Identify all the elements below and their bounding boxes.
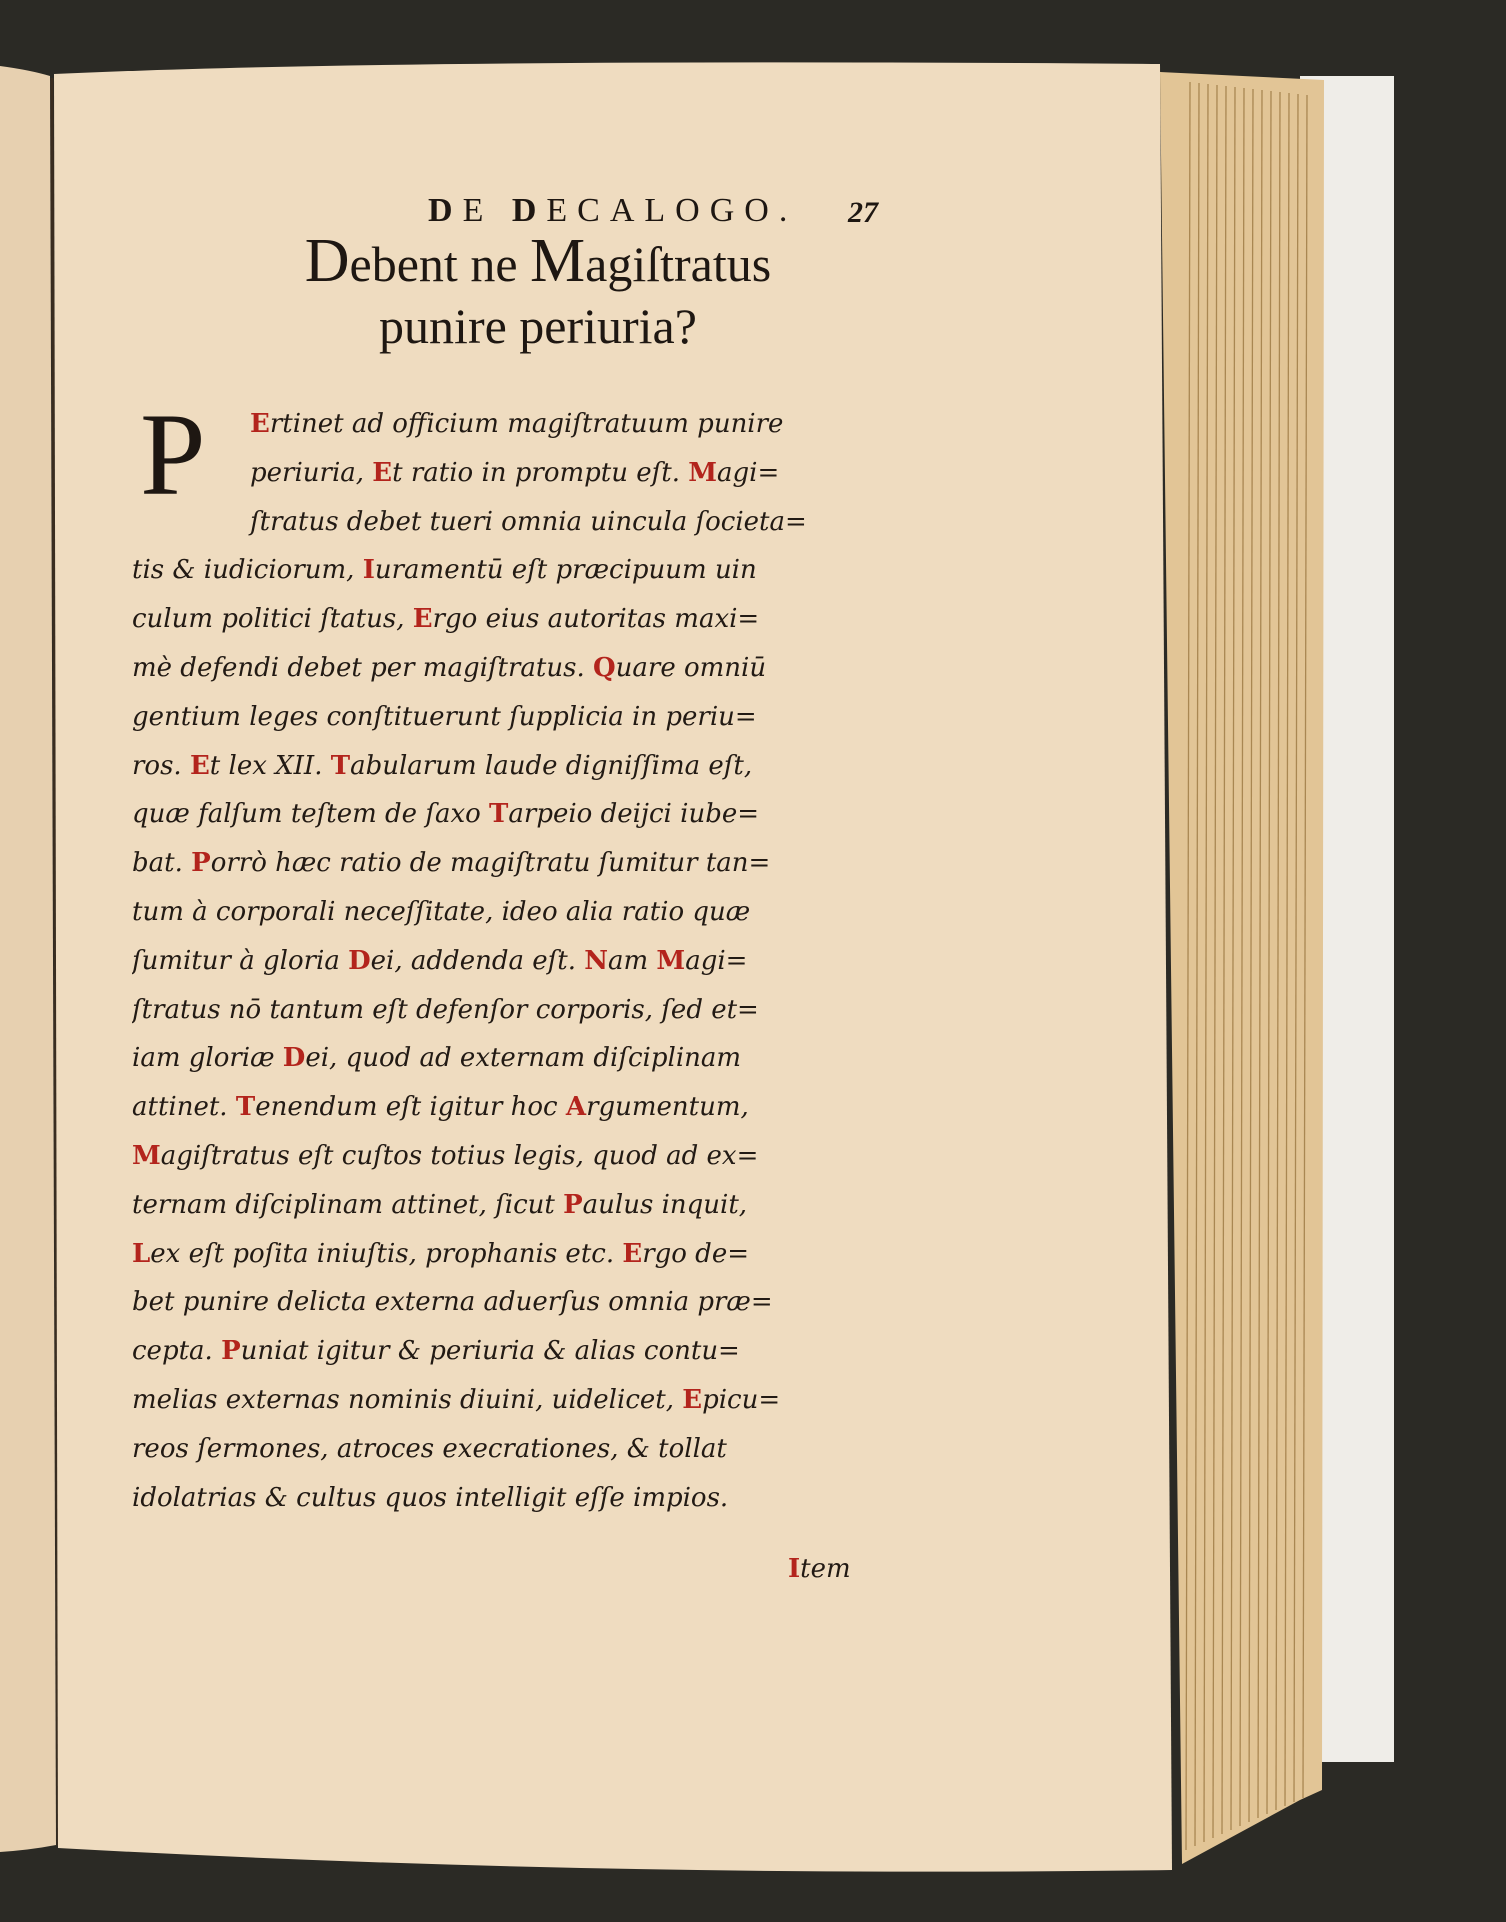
text-line	[132, 595, 902, 644]
text-segment: rgo de=	[642, 1238, 749, 1269]
text-segment: ſumitur à gloria	[132, 945, 349, 976]
text-line	[132, 1083, 902, 1132]
rubricated-initial: E	[682, 1384, 703, 1415]
rubricated-initial: I	[362, 555, 375, 586]
text-line	[132, 498, 902, 547]
catchword-text: tem	[800, 1554, 851, 1584]
rubricated-initial: Q	[593, 652, 616, 683]
text-line	[132, 1376, 902, 1425]
text-segment: mè defendi debet per magiſtratus.	[132, 652, 593, 683]
text-segment: enendum eſt igitur hoc	[255, 1092, 566, 1123]
text-line	[132, 1425, 902, 1474]
text-line	[132, 937, 902, 986]
text-segment: picu=	[702, 1384, 781, 1415]
text-segment: ex eſt poſita iniuſtis, prophanis etc.	[150, 1238, 623, 1269]
text-line	[132, 1327, 902, 1376]
text-segment: agi=	[685, 945, 748, 976]
text-line	[132, 400, 902, 449]
text-segment: t ratio in promptu eſt.	[392, 457, 689, 488]
rubricated-initial: M	[132, 1140, 161, 1171]
text-line	[132, 1181, 902, 1230]
text-segment: rtinet ad officium magiſtratuum punire	[269, 409, 784, 439]
text-segment: idolatrias & cultus quos intelligit eſſe impios.	[132, 1482, 729, 1513]
text-segment: periuria,	[250, 457, 373, 488]
rubricated-initial: D	[282, 1043, 306, 1074]
text-segment: ei, addenda eſt.	[370, 945, 585, 976]
text-segment: cepta.	[132, 1336, 222, 1367]
page-text	[128, 170, 908, 1610]
page-number: 27	[848, 196, 878, 229]
heading-initial: M	[530, 227, 586, 295]
text-line	[132, 546, 902, 595]
text-line	[132, 1034, 902, 1083]
rubricated-initial: P	[221, 1336, 241, 1367]
text-segment: am	[608, 945, 657, 976]
text-line	[132, 986, 902, 1035]
heading-text: agiſtratus	[585, 236, 772, 292]
text-line	[132, 790, 902, 839]
text-segment: iam gloriæ	[132, 1043, 283, 1074]
running-title-initial: D	[428, 192, 463, 229]
text-segment: bet punire delicta externa aduerſus omnia præ=	[132, 1287, 773, 1318]
text-segment: attinet.	[132, 1092, 236, 1123]
text-segment: melias externas nominis diuini, uidelicet,	[132, 1384, 683, 1415]
rubricated-initial: D	[348, 945, 371, 976]
text-segment: tis & iudiciorum,	[132, 555, 363, 586]
text-segment: ſtratus debet tueri omnia uincula ſocieta=	[250, 506, 807, 537]
text-segment: ſtratus nō tantum eſt defenſor corporis, ſed et=	[132, 994, 759, 1025]
rubricated-initial: E	[622, 1238, 643, 1269]
left-page	[0, 66, 56, 1852]
rubricated-initial: T	[235, 1092, 256, 1123]
text-segment: rgumentum,	[586, 1092, 749, 1123]
running-title-word: E	[462, 192, 512, 229]
drop-cap-letter: P	[140, 389, 206, 520]
rubricated-initial: L	[132, 1238, 151, 1269]
text-segment: bat.	[132, 848, 192, 879]
text-segment: reos ſermones, atroces execrationes, & tollat	[132, 1433, 727, 1464]
section-heading	[188, 227, 888, 357]
text-line	[132, 1230, 902, 1279]
heading-text: ebent ne	[349, 236, 531, 292]
rubricated-initial: T	[489, 799, 509, 830]
heading-initial: D	[304, 227, 350, 295]
text-segment: quæ falſum teſtem de ſaxo	[132, 799, 490, 830]
text-line	[132, 693, 902, 742]
text-line	[132, 449, 902, 498]
rubricated-initial: P	[563, 1189, 583, 1220]
running-title	[428, 192, 797, 230]
text-segment: arpeio deijci iube=	[508, 799, 760, 830]
text-segment: aulus inquit,	[582, 1189, 748, 1220]
text-segment: ei, quod ad externam diſciplinam	[305, 1043, 742, 1074]
catchword	[788, 1554, 851, 1584]
rubricated-initial: P	[191, 848, 211, 879]
text-line	[132, 888, 902, 937]
text-segment: uniat igitur & periuria & alias contu=	[240, 1336, 740, 1367]
text-segment: agiſtratus eſt cuſtos totius legis, quod ad ex=	[160, 1140, 759, 1171]
text-line	[132, 1278, 902, 1327]
text-segment: culum politici ſtatus,	[132, 604, 413, 635]
heading-line-2: punire periuria?	[379, 298, 697, 354]
rubricated-initial: A	[565, 1092, 587, 1123]
text-segment: orrò hæc ratio de magiſtratu ſumitur tan=	[210, 848, 771, 879]
rubricated-initial: E	[412, 604, 433, 635]
text-segment: uare omniū	[615, 652, 767, 683]
running-title-initial: D	[511, 192, 547, 229]
catchword-initial: I	[788, 1554, 801, 1584]
rubricated-initial: M	[656, 945, 686, 976]
text-segment: rgo eius autoritas maxi=	[432, 604, 760, 635]
body-text	[132, 400, 902, 1522]
heading-line-1	[188, 227, 888, 295]
text-segment: ternam diſciplinam attinet, ſicut	[132, 1189, 564, 1220]
rubricated-initial: E	[250, 409, 270, 439]
text-line	[132, 644, 902, 693]
rubricated-initial: E	[372, 457, 393, 488]
rubricated-initial: T	[330, 750, 351, 781]
text-line	[132, 839, 902, 888]
running-title-word: ECALOGO.	[546, 192, 798, 229]
text-segment: gentium leges conſtituerunt ſupplicia in periu=	[132, 701, 757, 732]
text-line	[132, 1132, 902, 1181]
text-segment: tum à corporali neceſſitate, ideo alia ratio quæ	[132, 896, 751, 927]
text-segment: ros.	[132, 750, 190, 781]
text-segment: t lex XII.	[209, 750, 331, 781]
text-segment: agi=	[717, 457, 780, 488]
text-line	[132, 742, 902, 791]
text-segment: abularum laude digniſſima eſt,	[350, 750, 753, 781]
rubricated-initial: M	[688, 457, 718, 488]
rubricated-initial: N	[584, 945, 608, 976]
rubricated-initial: E	[189, 750, 210, 781]
text-line	[132, 1474, 902, 1523]
text-segment: uramentū eſt præcipuum uin	[374, 555, 757, 586]
